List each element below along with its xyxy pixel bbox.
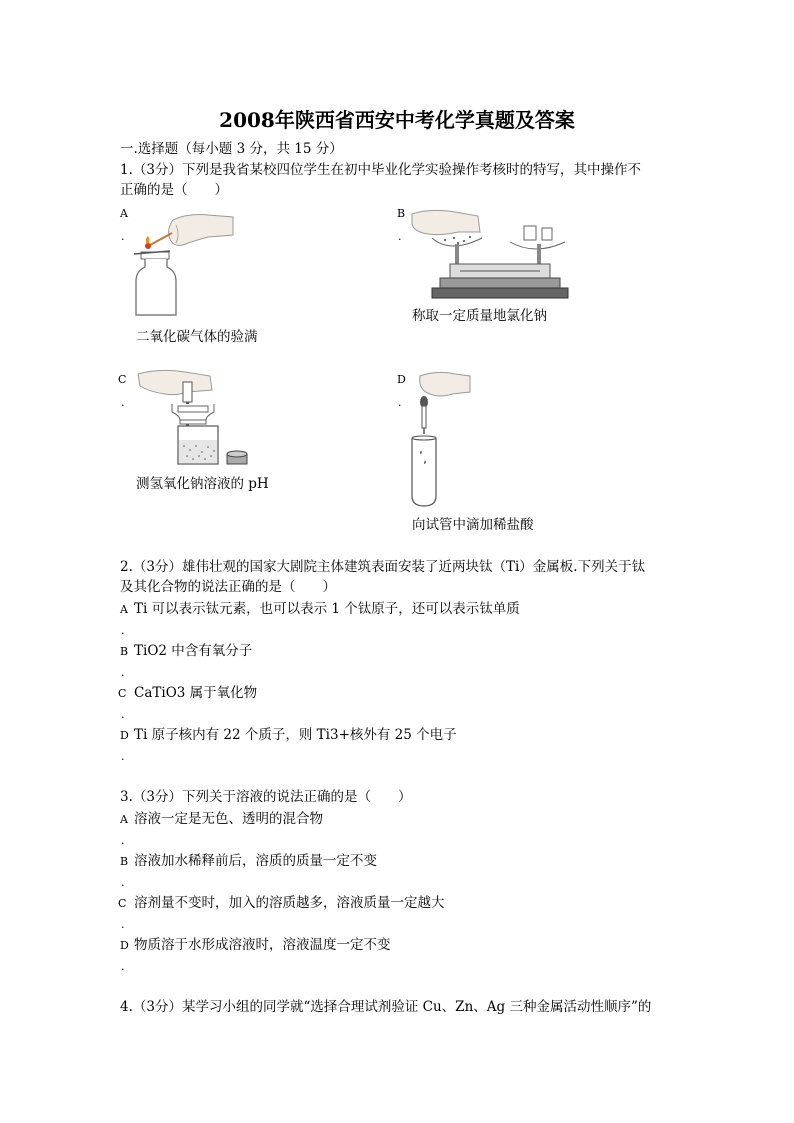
test-tube-dropping-illustration: [400, 368, 480, 513]
q4-stem: 4.（3分）某学习小组的同学就“选择合理试剂验证 Cu、Zn、Ag 三种金属活动性顺序”的: [120, 999, 652, 1015]
q3-option-b-dot: .: [121, 876, 125, 889]
q1-option-d-caption: 向试管中滴加稀盐酸: [412, 517, 534, 533]
q1-option-c-dot: .: [121, 396, 125, 409]
q3-option-b-text: 溶液加水稀释前后，溶质的质量一定不变: [134, 853, 377, 869]
q2-option-b-text: TiO2 中含有氧分子: [134, 643, 253, 659]
q2-option-b-dot: .: [121, 666, 125, 679]
q3-option-a-text: 溶液一定是无色、透明的混合物: [134, 811, 323, 827]
q1-option-a-dot: .: [121, 230, 125, 243]
q3-option-a-dot: .: [121, 834, 125, 847]
q3-option-c-letter: C: [118, 897, 127, 910]
q3-option-a-letter: A: [120, 813, 128, 826]
q3-option-d-dot: .: [121, 960, 125, 973]
q2-option-a-dot: .: [121, 624, 125, 637]
q3-option-b-letter: B: [120, 855, 129, 868]
page-title: 2008年陕西省西安中考化学真题及答案: [219, 108, 575, 132]
q1-option-c-caption: 测氢氧化钠溶液的 pH: [136, 476, 269, 492]
q1-option-b-dot: .: [398, 230, 402, 243]
ph-test-illustration: [130, 368, 260, 473]
q1-stem-line2: 正确的是（ ）: [120, 182, 228, 198]
q3-option-d-text: 物质溶于水形成溶液时，溶液温度一定不变: [134, 937, 391, 953]
q1-option-a-caption: 二氧化碳气体的验满: [136, 329, 258, 345]
balance-weighing-illustration: [410, 204, 590, 304]
co2-fullness-test-illustration: [128, 205, 238, 320]
q2-option-d-dot: .: [121, 750, 125, 763]
q1-option-d-dot: .: [398, 396, 402, 409]
q1-option-b-letter: B: [397, 207, 406, 220]
q1-stem-line1: 1.（3分）下列是我省某校四位学生在初中毕业化学实验操作考核时的特写，其中操作不: [120, 162, 641, 178]
q2-option-d-letter: D: [120, 729, 129, 742]
q2-stem-line2: 及其化合物的说法正确的是（ ）: [120, 579, 336, 595]
q2-option-d-text: Ti 原子核内有 22 个质子，则 Ti3+核外有 25 个电子: [134, 727, 457, 743]
section-heading: 一.选择题（每小题 3 分，共 15 分）: [120, 141, 343, 157]
q2-option-c-text: CaTiO3 属于氧化物: [134, 685, 258, 701]
q3-option-d-letter: D: [120, 939, 129, 952]
q2-option-a-letter: A: [120, 603, 128, 616]
q1-option-c-letter: C: [118, 373, 127, 386]
q1-option-b-caption: 称取一定质量地氯化钠: [412, 308, 547, 324]
q1-option-d-letter: D: [397, 373, 406, 386]
q3-stem: 3.（3分）下列关于溶液的说法正确的是（ ）: [120, 789, 412, 805]
q3-option-c-text: 溶剂量不变时，加入的溶质越多，溶液质量一定越大: [134, 895, 445, 911]
q2-option-a-text: Ti 可以表示钛元素，也可以表示 1 个钛原子，还可以表示钛单质: [134, 601, 520, 617]
q1-option-a-letter: A: [120, 207, 128, 220]
q2-option-c-dot: .: [121, 708, 125, 721]
q2-option-b-letter: B: [120, 645, 129, 658]
q3-option-c-dot: .: [121, 918, 125, 931]
q2-option-c-letter: C: [118, 687, 127, 700]
q2-stem-line1: 2.（3分）雄伟壮观的国家大剧院主体建筑表面安装了近两块钛（Ti）金属板.下列关于钛: [120, 559, 646, 575]
